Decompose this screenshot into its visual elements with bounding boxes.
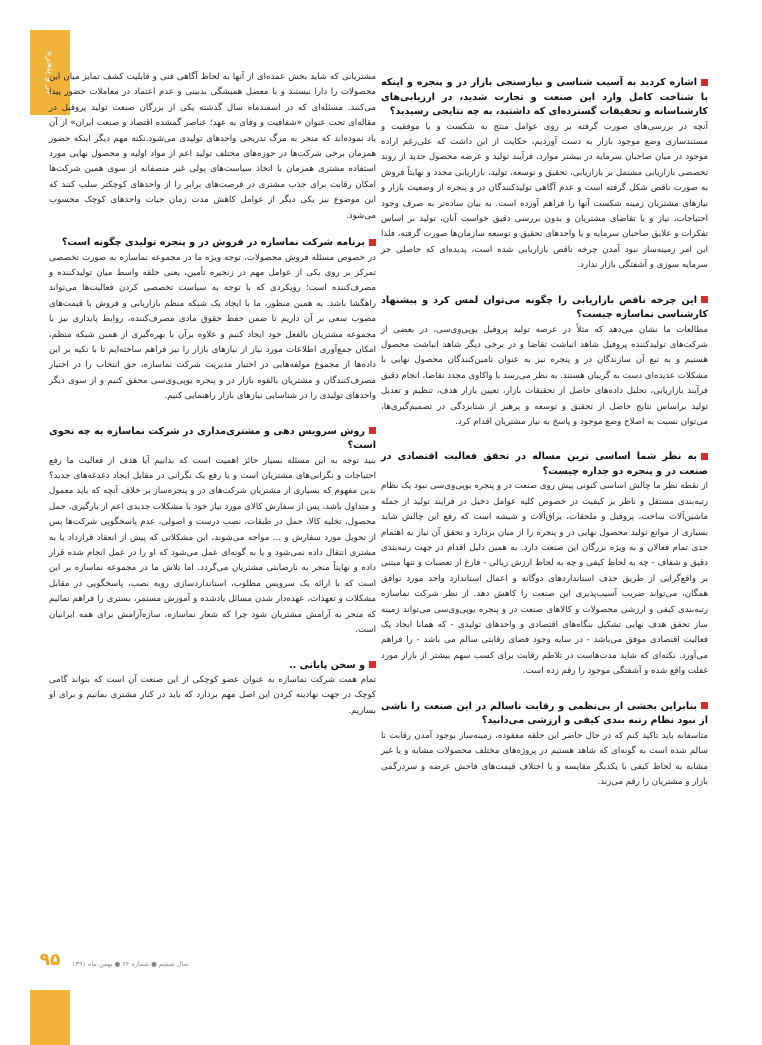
section-heading: به نظر شما اساسی ترین مساله در تحقق فعالیت اقتصادی در صنعت در و پنجره دو جداره چیست؟	[381, 451, 708, 477]
paragraph: مطالعات ما نشان می‌دهد که مثلاً در عرصه تولید پروفیل یو‌پی‌وی‌سی، در بعضی از شرکت‌های تولیدکننده پروفیل شاهد انباشت تقاضا و در برخی دیگر شاهد انباشت محصول هستیم و به تبع آن سازندگان در و پنجره نیز به عنوان تامین‌کنندگان محصول نهایی با مشکلات عدیده‌ای دست به گریبان هستند. به نظر می‌رسد با واکاوی مجدد تقاضا، انجام دقیق فرآیند بازاریابی، تحلیل داده‌های حاصل از تحقیقات بازار، تعیین بازار هدف، تنظیم و تعدیل تولید براساس نتایج حاصل از تحقیق و توسعه و پرهیز از شتابزدگی در تصمیم‌گیری‌ها، می‌توان نسبت به اصلاح وضع موجود و پاسخ به نیاز مشتریان اقدام کرد.	[381, 324, 708, 427]
bullet-icon	[701, 702, 708, 709]
left-column	[49, 70, 376, 719]
paragraph: از نقطه نظر ما چالش اساسی کنونی پیش روی صنعت در و پنجره یو‌پی‌وی‌سی نبود یک نظام رتبه‌بندی مستقل و ناظر بر کیفیت در خصوص کلیه عوامل دخیل در فرایند تولید از جمله ماشین‌آلات ساخت، پروفیل و ملحقات، یراق‌آلات و شیشه است که رفع این چالش شاید بسیاری از موانع تولید محصول نهایی در و پنجره را از میان بردارد و تحقق آن نیاز به اهتمام جدی تمام فعالان و به ویژه بزرگان این صنعت دارد. به همین دلیل اقدام در جهت رتبه‌بندی دقیق و شفاف - چه به لحاظ کیفی و چه به لحاظ ارزش ریالی - فارغ از تعصبات و تنها مبتنی بر واقع‌گرایی از طریق حذف استانداردهای دوگانه و اعمال استاندارد واحد مورد توافق همگان، می‌تواند ضریب آسیب‌پذیری این صنعت را کاهش دهد. از نظر شرکت نماسازه رتبه‌بندی کیفی و ارزشی محصولات و کالاهای صنعت در و پنجره یو‌پی‌وی‌سی می‌تواند زمینه ساز تحقق هدف نهایی تشکیل بنگاه‌های اقتصادی و واحدهای تولیدی - که همانا ایجاد یک فعالیت اقتصادی موفق می‌باشد - در سایه وجود فضای رقابتی سالم می باشد - را فراهم می‌آورد. نکته‌ای که شاید مدت‌هاست در تلاطم رقابت برای کسب سهم بیشتر از بازار مورد غفلت واقع شده و آشفتگی موجود را رقم زده است.	[381, 481, 708, 677]
bullet-icon	[369, 661, 376, 668]
section-heading: و سخن پایانی ..	[49, 659, 376, 674]
paragraph: در خصوص مسئله فروش محصولات، توجه ویژه ما در مجموعه نماسازه به صورت تخصصی تمرکز بر روی یکی از عوامل مهم در زنجیره تأمین، یعنی حلقه واسط میان تولیدکننده و مصرف‌کننده است؛ رویکردی که با توجه به سیاست تخصصی کردن فعالیت‌ها می‌تواند راهگشا باشد. به همین منظور، ما با ایجاد یک شبکه منظم بازاریابی و فروش با قیمت‌های مصوب سعی بر آن داریم تا ضمن حفظ حقوق مادی مصرف‌کننده، روابط پایداری نیز با مجموعه مشتریان بالفعل خود ایجاد کنیم و علاوه برآن با بهره‌گیری از همین شبکه منظم، امکان جمع‌آوری اطلاعات مورد نیاز از نیازهای بازار را نیز فراهم ساخته‌ایم تا با تکیه بر این داده‌ها از مجموع مولفه‌هایی در اختیار مدیریت شرکت نماسازه، حق انتخاب را در اختیار مصرف‌کنندگان و مشتریان بالقوه بازار در و پنجره یو‌پی‌وی‌سی محقق کنیم و از سوی دیگر واحدهای تولیدی را در شناسایی نیازهای بازار راهنمایی کنیم.	[49, 252, 376, 402]
bullet-icon	[701, 453, 708, 460]
section-tab-label: در و پنجره	[44, 50, 56, 95]
paragraph: متاسفانه باید تاکید کنم که در حال حاضر این حلقه مفقوده، زمینه‌ساز بوجود آمدن رقابت نا سالم شده است به گونه‌ای که شاهد هستیم در پروژه‌های مختلف محصولات مشابه و یا غیر مشابه به لحاظ کیفی با یکدیگر مقایسه و با اختلاف قیمت‌های فاحش عرضه و سردرگمی بازار و مشتریان را رقم می‌زند.	[381, 730, 708, 787]
bullet-icon	[369, 239, 376, 246]
section-heading: اشاره کردید به آسیب شناسی و نیازسنجی بازار در و پنجره و اینکه با شناخت کامل وارد این صنعت و تجارت شدید، در ارزیابی‌های کارشناسانه و تحقیقات گسترده‌ای که داشتید، به چه نتایجی رسیدید؟	[381, 77, 708, 117]
page-number: ۹۵	[39, 950, 61, 970]
paragraph: آنچه در بررسی‌های صورت گرفته بر روی عوامل منتج به شکست و یا موفقیت و مستندسازی وضع موجود بازار به دست آوردیم، حکایت از این داشت که علی‌رغم اراده موجود در میان صاحبان سرمایه در بیشتر موارد، فرآیند تولید و عرضه محصول جدید از روند تخصصی بازاریابی مشتمل بر بازاریابی، تحقیق و توسعه، تولید، بازاریابی مجدد و نهایتاً فروش به صورت ناقص شکل گرفته است و عدم آگاهی تولیدکنندگان در و پنجره از وضعیت بازار و نیازهای مشتریان زمینه شکست آنها را فراهم آورده است. به بیان ساده‌تر به صرف وجود احتیاجات، نیاز و یا تقاضای مشتریان و بدون بررسی دقیق خواست آنان، تولید بر اساس تفکرات و علایق صاحبان سرمایه و یا واحدهای تحقیق و توسعه سازمان‌ها صورت گرفته، فلذا این امر زمینه‌ساز نبود آمدن چرخه ناقص بازاریابی شده است، پدیده‌ای که حاصلی جز سرمایه سوزی و آشفتگی بازار ندارد.	[381, 121, 708, 271]
section-heading: روش سرویس دهی و مشتری‌مداری در شرکت نماسازه به چه نحوی است؟	[49, 425, 376, 452]
paragraph: تمام همت شرکت نماسازه به عنوان عضو کوچکی از این صنعت آن است که بتواند گامی کوچک در جهت نهادینه کردن این اصل مهم بردارد که باید در کنار مشتری بمانیم و برای او بسازیم.	[49, 675, 376, 716]
bullet-icon	[701, 79, 708, 86]
right-column	[381, 70, 708, 790]
paragraph: مشتریانی که شاید بخش عمده‌ای از آنها به لحاظ آگاهی فنی و قابلیت کشف تمایز میان این محصولات را دارا نیستند و با معضل همیشگی بدبینی و عدم اعتماد در معاملات حضور پیدا می‌کنند. مسئله‌ای که در اسفندماه سال گذشته یکی از بزرگان صنعت تولید پروفیل در مقاله‌ای تحت عنوان «شفافیت و وفای به عهد؛ عناصر گمشده اقتصاد و صنعت ایران» از آن یاد نموده‌اند که منجر به مرگ تدریجی واحدهای تولیدی می‌شود.نکته مهم دیگر اینکه حضور همزمان برخی شرکت‌ها در حوزه‌های مختلف تولید اعم از مواد اولیه و محصول نهایی مورد استفاده مشتری همزمان با اتخاذ سیاست‌های پولی غیر منصفانه از سوی همین شرکت‌ها امکان رقابت برای جذب مشتری در فرصت‌های برابر را از واحدهای کوچکتر سلب کنند که این موضوع نیز یکی دیگر از عوامل کاهش مدت زمان حیات واحدهای کوچک محسوب می‌شود.	[49, 72, 376, 221]
section-heading: بنابراین بخشی از بی‌نظمی و رقابت ناسالم در این صنعت را ناشی از نبود نظام رتبه بندی کیفی و ارزشی می‌دانید؟	[381, 700, 708, 727]
paragraph: بنید توجه به این مسئله بسیار حائز اهمیت است که بدانیم آیا هدف از فعالیت ما رفع احتیاجات و نگرانی‌های مشتریان است و یا رفع یک نگرانی در مقابل ایجاد دغدغه‌های جدید؟ بدین مفهوم که بسیاری از مشتریان شرکت‌های در و پنجره‌ساز بر خلاف آنچه که باید معمول و متداول باشد، پس از سفارش کالای مورد نیاز خود با مشکلات جدیدی اعم از بارگیری، حمل محصول، تخلیه کالا، حمل در طبقات، نصب درست و اصولی، عدم پاسخگویی شرکت‌ها پس از تحویل مورد سفارش و ... مواجه می‌شوند، این مشکلاتی که پیش از انعقاد قرارداد یا به مشتری انتقال داده نمی‌شود و یا به گونه‌ای عمل می‌شود که او را در عمل انجام شده قرار داده و نهایتاً منجر به نارضایتی مشتریان می‌گردد. اما تلاش ما در مجموعه نماسازه بر این است که با ارائه یک سرویس مطلوب، استانداردسازی رویه نصب، پاسخگویی در مقابل مشکلات و تعهدات، عهده‌دار شدن مسائل یادشده و آموزش مستمر، بستری را فراهم نمائیم که منجر به آرامش مشتریان شود چرا که شعار نماسازه، سازه‌آرامش برای همه ایرانیان است.	[49, 455, 376, 636]
section-heading: این چرخه ناقص بازاریابی را چگونه می‌توان لمس کرد و پیشنهاد کارشناسی نماسازه چیست؟	[381, 294, 708, 321]
bullet-icon	[369, 427, 376, 434]
footer-accent-bar	[30, 990, 70, 1045]
bullet-icon	[701, 296, 708, 303]
section-heading: برنامه شرکت نماسازه در فروش در و پنجره تولیدی چگونه است؟	[49, 236, 376, 251]
issue-info: سال ششم ● شماره ۶۴ ● بهمن ماه ۱۳۹۱	[72, 960, 189, 968]
